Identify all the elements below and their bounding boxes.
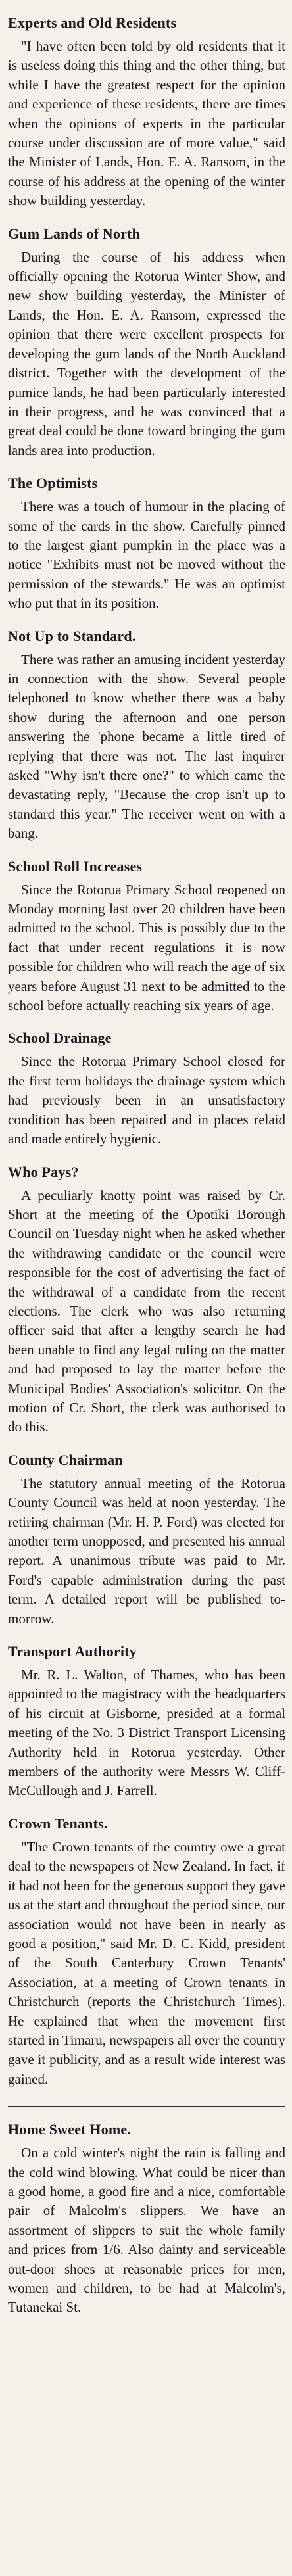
news-item	[8, 13, 285, 211]
news-item-paragraph: There was rather an amusing incident yesterday in connection with the show. Several people telephoned to know whether there was a baby show during the afternoon and one person answering the 'phone became a little tired of replying that there was not. The last inquirer asked "Why isn't there one?" to which came the devastating reply, "Because the crop isn't up to standard this year." The receiver went on with a bang.	[8, 651, 285, 842]
news-item-paragraph: There was a touch of humour in the placing of some of the cards in the show. Carefully pinned to the largest giant pumpkin in the place was a notice "Exhibits must not be moved without the permission of the stewards." He was an optimist who put that in its position.	[8, 498, 285, 611]
news-item-paragraph: Since the Rotorua Primary School closed for the first term holidays the drainage system which had previously been in an unsatisfactory condition has been repaired and in places relaid and made entirely hygienic.	[8, 1053, 285, 1147]
news-item-paragraph: The statutory annual meeting of the Rotorua County Council was held at noon yesterday. The retiring chairman (Mr. H. P. Ford) was elected for another term unopposed, and presented his annual report. A unanimous tribute was paid to Mr. Ford's capable administration during the past term. A detailed report will be published to-morrow.	[8, 1475, 285, 1627]
advertisement	[8, 2120, 285, 2318]
news-item	[8, 1162, 285, 1437]
news-item	[8, 1814, 285, 2089]
news-item-headline: Who Pays?	[8, 1163, 79, 1180]
advertisement-paragraph: On a cold winter's night the rain is falling and the cold wind blowing. What could be nicer than a good home, a good fire and a nice, comfortable pair of Malcolm's slippers. We have an assortment of slippers to suit the whole family and prices from 1/6. Also dainty and serviceable out-door shoes at reasonable prices for men, women and children, to be had at Malcolm's, Tutanekai St.	[8, 2145, 285, 2316]
news-item-headline: County Chairman	[8, 1451, 123, 1468]
news-item	[8, 473, 285, 613]
news-item	[8, 1642, 285, 1801]
news-item-paragraph: A peculiarly knotty point was raised by Cr. Short at the meeting of the Opotiki Borough Council on Tuesday night when he asked whether the withdrawing candidate or the council were responsible for the cost of advertising the fact of the withdrawal of a candidate from the recent elections. The clerk who was also returning officer said that after a lengthy search he had been unable to find any legal ruling on the matter and had proposed to lay the matter before the Municipal Bodies' Association's solicitor. On the motion of Cr. Short, the clerk was authorised to do this.	[8, 1187, 285, 1435]
news-item-paragraph: "The Crown tenants of the country owe a great deal to the newspapers of New Zealand. In fact, if it had not been for the generous support they gave us at the start and throughout the period since, our association would not have been in nearly as good a position," said Mr. D. C. Kidd, president of the South Canterbury Crown Tenants' Association, at a meeting of Crown tenants in Christchurch (reports the Christchurch Times). He explained that when the movement first started in Timaru, newspapers all over the country gave it publicity, and as a result wide interest was gained.	[8, 1838, 285, 2087]
news-item-headline: Not Up to Standard.	[8, 627, 136, 644]
section-divider	[8, 2106, 285, 2107]
news-item-paragraph: Mr. R. L. Walton, of Thames, who has been appointed to the magistracy with the headquarters of his circuit at Gisborne, presided at a formal meeting of the No. 3 District Transport Licensing Authority held in Rotorua yesterday. Other members of the authority were Messrs W. Cliff-McCullough and J. Farrell.	[8, 1667, 285, 1799]
advertisement-headline: Home Sweet Home.	[8, 2121, 132, 2138]
news-item-headline: School Drainage	[8, 1030, 112, 1047]
news-item-paragraph: During the course of his address when officially opening the Rotorua Winter Show, and new show building yesterday, the Minister of Lands, the Hon. E. A. Ransom, expressed the opinion that there were excellent prospects for developing the gum lands of the North Auckland district. Together with the development of the pumice lands, he had been particularly interested in their progress, and he was convinced that a great deal could be done toward bringing the gum lands area into production.	[8, 249, 285, 458]
news-column	[0, 13, 292, 2318]
news-item-paragraph: Since the Rotorua Primary School reopened on Monday morning last over 20 children have been admitted to the school. This is possibly due to the fact that under recent regulations it is now possible for children who will reach the age of six years before August 31 next to be admitted to the school before actually reaching six years of age.	[8, 881, 285, 1014]
news-item	[8, 224, 285, 460]
news-item-headline: The Optimists	[8, 475, 98, 492]
news-item	[8, 857, 285, 1016]
news-item-headline: Crown Tenants.	[8, 1815, 108, 1832]
news-item-paragraph: "I have often been told by old residents that it is useless doing this thing and the other thing, but while I have the greatest respect for the opinion and experience of these residents, there are times when the opinions of experts in the particular course under discussion are of more value," said the Minister of Lands, Hon. E. A. Ransom, in the course of his address at the opening of the winter show building yesterday.	[8, 38, 285, 209]
news-item-headline: School Roll Increases	[8, 857, 143, 874]
news-items-list	[8, 13, 285, 2089]
news-item-headline: Gum Lands of North	[8, 225, 141, 242]
news-item	[8, 1450, 285, 1629]
news-item	[8, 627, 285, 844]
news-item-headline: Experts and Old Residents	[8, 14, 177, 31]
advertisement-body	[8, 2143, 285, 2318]
news-item-headline: Transport Authority	[8, 1643, 137, 1660]
news-item	[8, 1028, 285, 1149]
